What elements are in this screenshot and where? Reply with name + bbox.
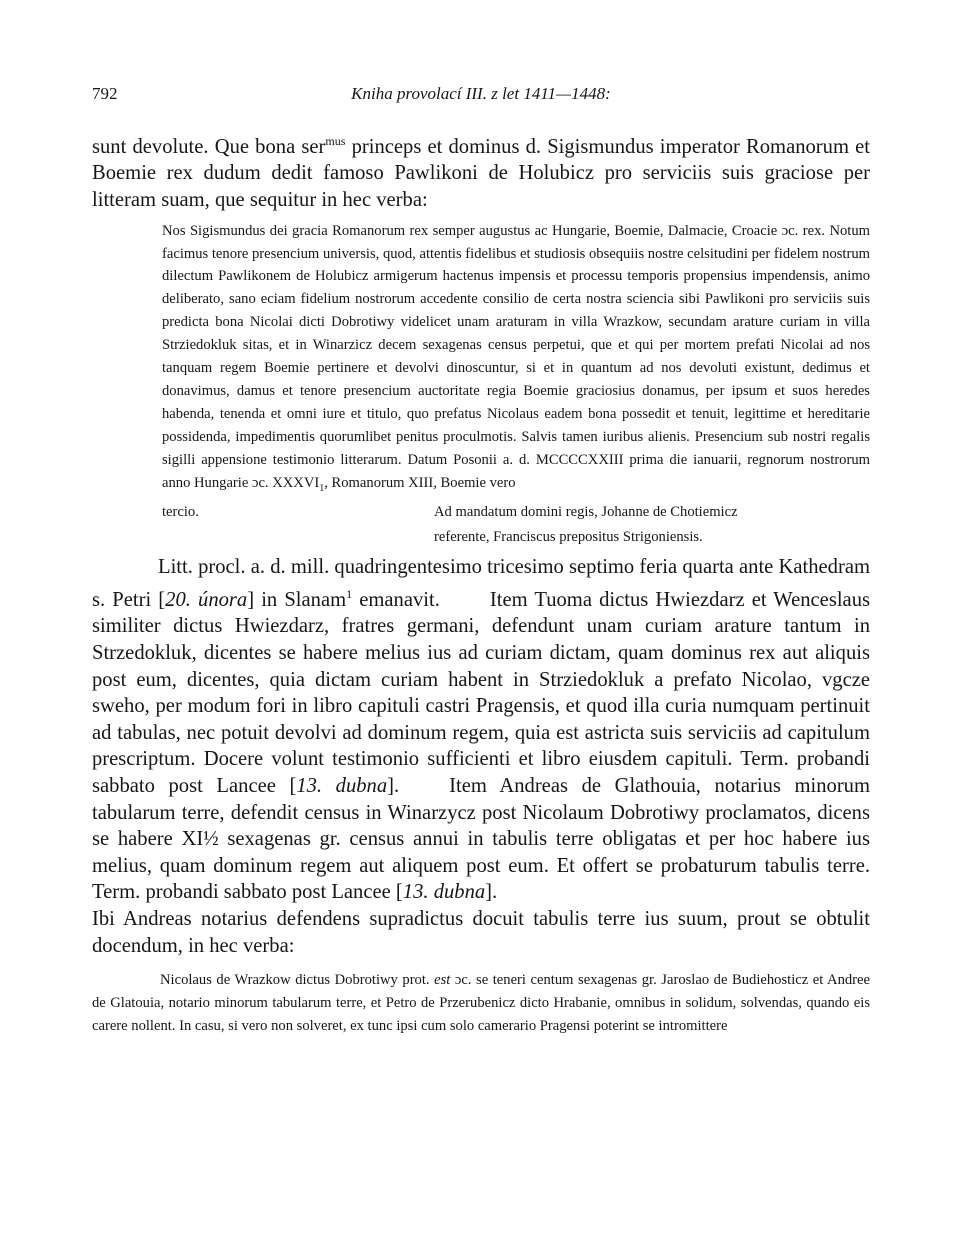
procl-text-g: sexagenas gr. census annui in tabulis terre obligatas et per hoc habere ius melius, quam dominum regem aut aliquem post eum. Et offert se probaturum tabulis terre. Term. probandi sabbato post Lancee [ bbox=[92, 828, 870, 904]
charter-subscript: 1 bbox=[319, 482, 325, 494]
paragraph-proclamation bbox=[92, 554, 870, 906]
charter-text: Nos Sigismundus dei gracia Romanorum rex semper augustus ac Hungarie, Boemie, Dalmacie, Croacie ɔc. rex. Notum facimus tenore presencium universis, quod, attentis fidelibus et studiosis obsequiis nostre celsitudini per fidelem nostrum dilectum Pawlikonem de Holubicz armigerum hactenus impensis et processu temporis propensius impendensis, animo deliberato, sano eciam fidelium nostrorum accedente consilio de certa nostra sciencia sibi Pawlikoni pro serviciis suis predicta bona Nicolai dicti Dobrotiwy videlicet unam araturam in villa Wrazkow, secundam arature curiam in villa Strziedokluk sitas, et in Winarzicz decem sexagenas census perpetui, que et qui per mortem prefati Nicolai ad nos tanquam regem Boemie pertinere et devolvi dinoscuntur, si et in quantum ad nos devoluti existunt, dedimus et donavimus, damus et tenore presencium auctoritate regia Boemie graciosius donamus, per ipsum et suos heredes habenda, tenenda et omni iure et titulo, quo prefatus Nicolaus eadem bona possedit et tenuit, legittime et hereditarie possidenda, impedimentis quorumlibet penitus proculmotis. Salvis tamen iuribus alienis. Presencium sub nostri regalis sigilli appensione testimonio litterarum. Datum Posonii a. d. MCCCCXXIII prima die ianuarii, regnorum nostrorum anno Hungarie ɔc. XXXVI bbox=[162, 222, 870, 491]
page-header bbox=[92, 84, 870, 114]
charter-quote-2 bbox=[92, 969, 870, 1038]
procl-date-3: 13. dubna bbox=[402, 881, 486, 904]
intro-text-a: sunt devolute. Que bona ser bbox=[92, 135, 326, 158]
page-number: 792 bbox=[92, 84, 118, 103]
closing-right bbox=[434, 500, 870, 550]
closing-right-line-1: Ad mandatum domini regis, Johanne de Chotiemicz bbox=[434, 504, 738, 521]
charter-text-end: , Romanorum XIII, Boemie vero bbox=[324, 474, 516, 491]
procl-item-andreas: Item Andreas de Glathouia, notarius minorum tabularum terre, defendit census in Winarzycz post Nicolaum Dobrotiwy proclamatos, dicens se habere XI bbox=[92, 775, 870, 851]
procl-item-tuoma: Item Tuoma dictus Hwiezdarz et Wenceslaus similiter dictus Hwiezdarz, fratres germani, defendunt unam curiam arature tantum in Strzedokluk, dicentes se habere melius ius ad curiam dictam, quam dominus rex aut aliquis post eum, dicentes, quia dictam curiam habent in Strziedokluk a prefato Nicolao, vgcze sweho, per modum fori in libro capituli castri Pragensis, et quod illa curia numquam pertinuit ad tabulas, nec potuit devolvi ad dominum regem, quia est astricta suis serviciis ad capitulum prescriptum. Docere volunt testimonio sufficienti et libro eiusdem capituli. Term. probandi sabbato post Lancee [ bbox=[92, 588, 871, 798]
document-page bbox=[92, 84, 870, 1038]
procl-text-b: ] in Slanam bbox=[247, 588, 347, 611]
charter2-text-b: ɔc. se teneri centum sexagenas gr. Jaroslao de Budiehosticz et Andree de Glatouia, notario minorum tabularum terre, et Petro de Przerubenicz dicto Hrabanie, omnibus in solidum, solvendas, quando eis carere nollent. In casu, si vero non solveret, ex tunc ipsi cum solo camerario Pragensi poterint se intromittere bbox=[92, 972, 870, 1034]
charter-closing bbox=[162, 500, 870, 550]
closing-left: tercio. bbox=[162, 504, 199, 521]
paragraph-ibi: Ibi Andreas notarius defendens supradictus docuit tabulis terre ius suum, prout se obtulit docendum, in hec verba: bbox=[92, 908, 870, 957]
running-title: Kniha provolací III. z let 1411—1448: bbox=[351, 84, 611, 103]
intro-superscript: mus bbox=[325, 134, 346, 148]
procl-text-a: Litt. procl. a. d. mill. quadringentesimo tricesimo septimo feria quarta ante Kathedram s. Petri [ bbox=[92, 556, 870, 611]
procl-half-fraction: ½ bbox=[203, 828, 219, 851]
charter-quote bbox=[92, 220, 870, 501]
procl-text-h: ]. bbox=[485, 881, 498, 904]
charter2-est: est bbox=[434, 972, 451, 989]
procl-date-2: 13. dubna bbox=[296, 775, 388, 798]
paragraph-intro bbox=[92, 128, 870, 214]
procl-text-e: ]. bbox=[387, 775, 400, 798]
closing-right-line-2: referente, Franciscus prepositus Strigoniensis. bbox=[434, 529, 703, 546]
intro-text-b: princeps et dominus d. Sigismundus imperator Romanorum et Boemie rex dudum dedit famoso Pawlikoni de Holubicz pro serviciis suis graciose per litteram suam, que sequitur in hec verba: bbox=[92, 135, 870, 212]
procl-text-c: emanavit. bbox=[352, 588, 440, 611]
charter2-text-a: Nicolaus de Wrazkow dictus Dobrotiwy prot. bbox=[160, 972, 435, 989]
procl-date-1: 20. února bbox=[165, 588, 248, 611]
procl-superscript: 1 bbox=[346, 587, 353, 602]
